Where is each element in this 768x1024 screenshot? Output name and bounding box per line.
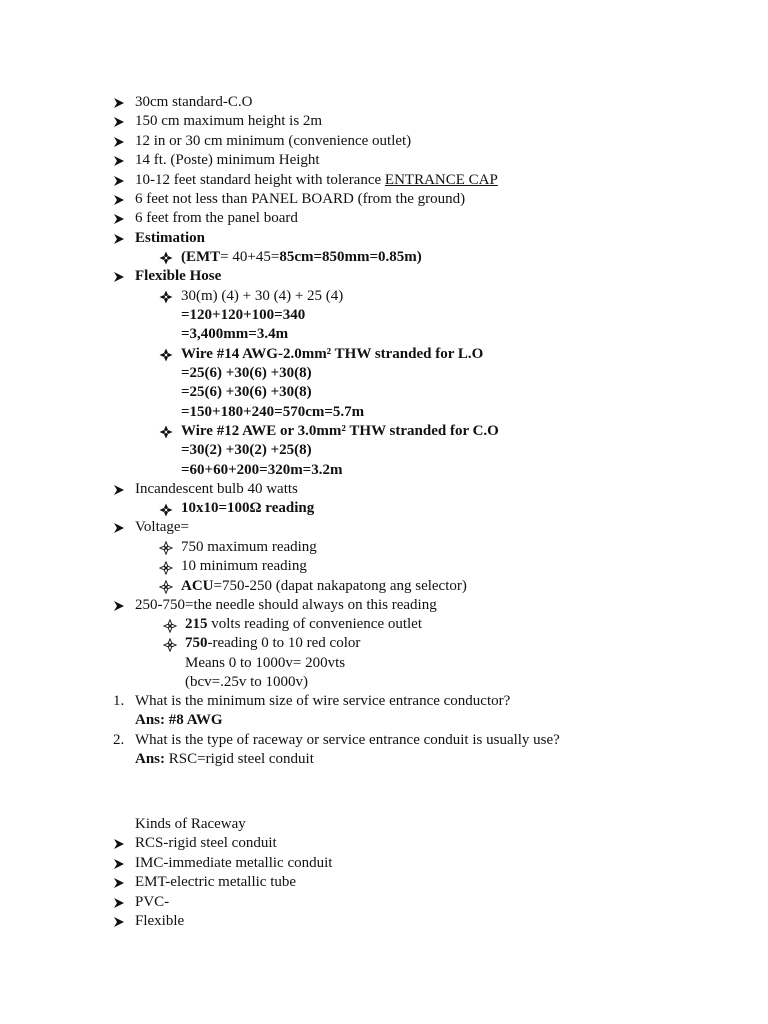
emt-label: (EMT	[181, 249, 221, 265]
note-line: 250-750=the needle should always on this reading	[135, 597, 437, 613]
outline-diamond-bullet-icon	[159, 561, 173, 575]
note-line: Voltage=	[135, 519, 190, 535]
note-line: =25(6) +30(6) +30(8)	[181, 365, 312, 381]
question-number: 2.	[113, 732, 125, 748]
note-text: 10-12 feet standard height with tolerance	[135, 172, 385, 188]
note-line: 14 ft. (Poste) minimum Height	[135, 152, 320, 168]
arrowhead-bullet-icon	[113, 233, 125, 245]
note-line: =25(6) +30(6) +30(8)	[181, 384, 312, 400]
note-line: 6 feet not less than PANEL BOARD (from the ground)	[135, 191, 466, 207]
section-heading-flexible-hose: Flexible Hose	[135, 268, 222, 284]
arrowhead-bullet-icon	[113, 175, 125, 187]
note-line: 6 feet from the panel board	[135, 210, 298, 226]
note-line: 30cm standard-C.O	[135, 94, 253, 110]
note-line: =150+180+240=570cm=5.7m	[181, 404, 365, 420]
note-line: =30(2) +30(2) +25(8)	[181, 442, 312, 458]
note-line	[181, 577, 467, 596]
arrowhead-bullet-icon	[113, 838, 125, 850]
note-line: 150 cm maximum height is 2m	[135, 113, 323, 129]
diamond-bullet-icon	[159, 348, 173, 362]
answer-text: RSC=rigid steel conduit	[165, 751, 314, 767]
note-line: =120+120+100=340	[181, 307, 306, 323]
note-line: 750 maximum reading	[181, 539, 317, 555]
diamond-bullet-icon	[159, 251, 173, 265]
arrowhead-bullet-icon	[113, 97, 125, 109]
section-heading-estimation: Estimation	[135, 230, 206, 246]
answer-line	[135, 711, 223, 730]
note-line: =60+60+200=320m=3.2m	[181, 462, 343, 478]
volts-value: 215	[185, 616, 208, 632]
note-line: 10x10=100Ω reading	[181, 500, 315, 516]
raceway-item: PVC-	[135, 894, 170, 910]
question-number: 1.	[113, 693, 125, 709]
answer-line	[135, 750, 314, 769]
note-line: Wire #12 AWE or 3.0mm² THW stranded for C.O	[181, 423, 499, 439]
arrowhead-bullet-icon	[113, 858, 125, 870]
note-line	[185, 615, 422, 634]
note-line: 30(m) (4) + 30 (4) + 25 (4)	[181, 288, 344, 304]
note-line: Wire #14 AWG-2.0mm² THW stranded for L.O	[181, 346, 484, 362]
note-line: 12 in or 30 cm minimum (convenience outlet)	[135, 133, 412, 149]
note-line: 10 minimum reading	[181, 558, 307, 574]
acu-text: =750-250 (dapat nakapatong ang selector)	[213, 578, 467, 594]
diamond-bullet-icon	[159, 290, 173, 304]
outline-diamond-bullet-icon	[163, 638, 177, 652]
raceway-item: RCS-rigid steel conduit	[135, 835, 277, 851]
outline-diamond-bullet-icon	[163, 619, 177, 633]
outline-diamond-bullet-icon	[159, 541, 173, 555]
note-line: Incandescent bulb 40 watts	[135, 481, 298, 497]
arrowhead-bullet-icon	[113, 522, 125, 534]
answer-text: #8 AWG	[165, 712, 223, 728]
raceway-item: Flexible	[135, 913, 185, 929]
answer-label: Ans:	[135, 712, 166, 728]
arrowhead-bullet-icon	[113, 271, 125, 283]
arrowhead-bullet-icon	[113, 916, 125, 928]
acu-label: ACU	[181, 578, 214, 594]
emt-formula: = 40+45=	[220, 249, 280, 265]
arrowhead-bullet-icon	[113, 116, 125, 128]
note-line	[181, 248, 422, 267]
question-text: What is the minimum size of wire service entrance conductor?	[135, 693, 511, 709]
arrowhead-bullet-icon	[113, 484, 125, 496]
emt-result: 85cm=850mm=0.85m)	[279, 249, 422, 265]
arrowhead-bullet-icon	[113, 155, 125, 167]
arrowhead-bullet-icon	[113, 213, 125, 225]
entrance-cap-underlined: ENTRANCE CAP	[384, 172, 498, 188]
arrowhead-bullet-icon	[113, 877, 125, 889]
answer-label: Ans:	[135, 751, 166, 767]
raceway-item: IMC-immediate metallic conduit	[135, 855, 333, 871]
diamond-bullet-icon	[159, 425, 173, 439]
note-line	[185, 634, 360, 653]
question-text: What is the type of raceway or service entrance conduit is usually use?	[135, 732, 560, 748]
diamond-bullet-icon	[159, 503, 173, 517]
arrowhead-bullet-icon	[113, 897, 125, 909]
outline-diamond-bullet-icon	[159, 580, 173, 594]
reading-value: 750	[185, 635, 208, 651]
kinds-of-raceway-title: Kinds of Raceway	[135, 816, 246, 832]
arrowhead-bullet-icon	[113, 194, 125, 206]
note-line: (bcv=.25v to 1000v)	[185, 674, 309, 690]
volts-text: volts reading of convenience outlet	[207, 616, 423, 632]
reading-text: -reading 0 to 10 red color	[207, 635, 361, 651]
note-line	[135, 171, 498, 190]
arrowhead-bullet-icon	[113, 600, 125, 612]
note-line: Means 0 to 1000v= 200vts	[185, 655, 346, 671]
raceway-item: EMT-electric metallic tube	[135, 874, 297, 890]
arrowhead-bullet-icon	[113, 136, 125, 148]
note-line: =3,400mm=3.4m	[181, 326, 289, 342]
